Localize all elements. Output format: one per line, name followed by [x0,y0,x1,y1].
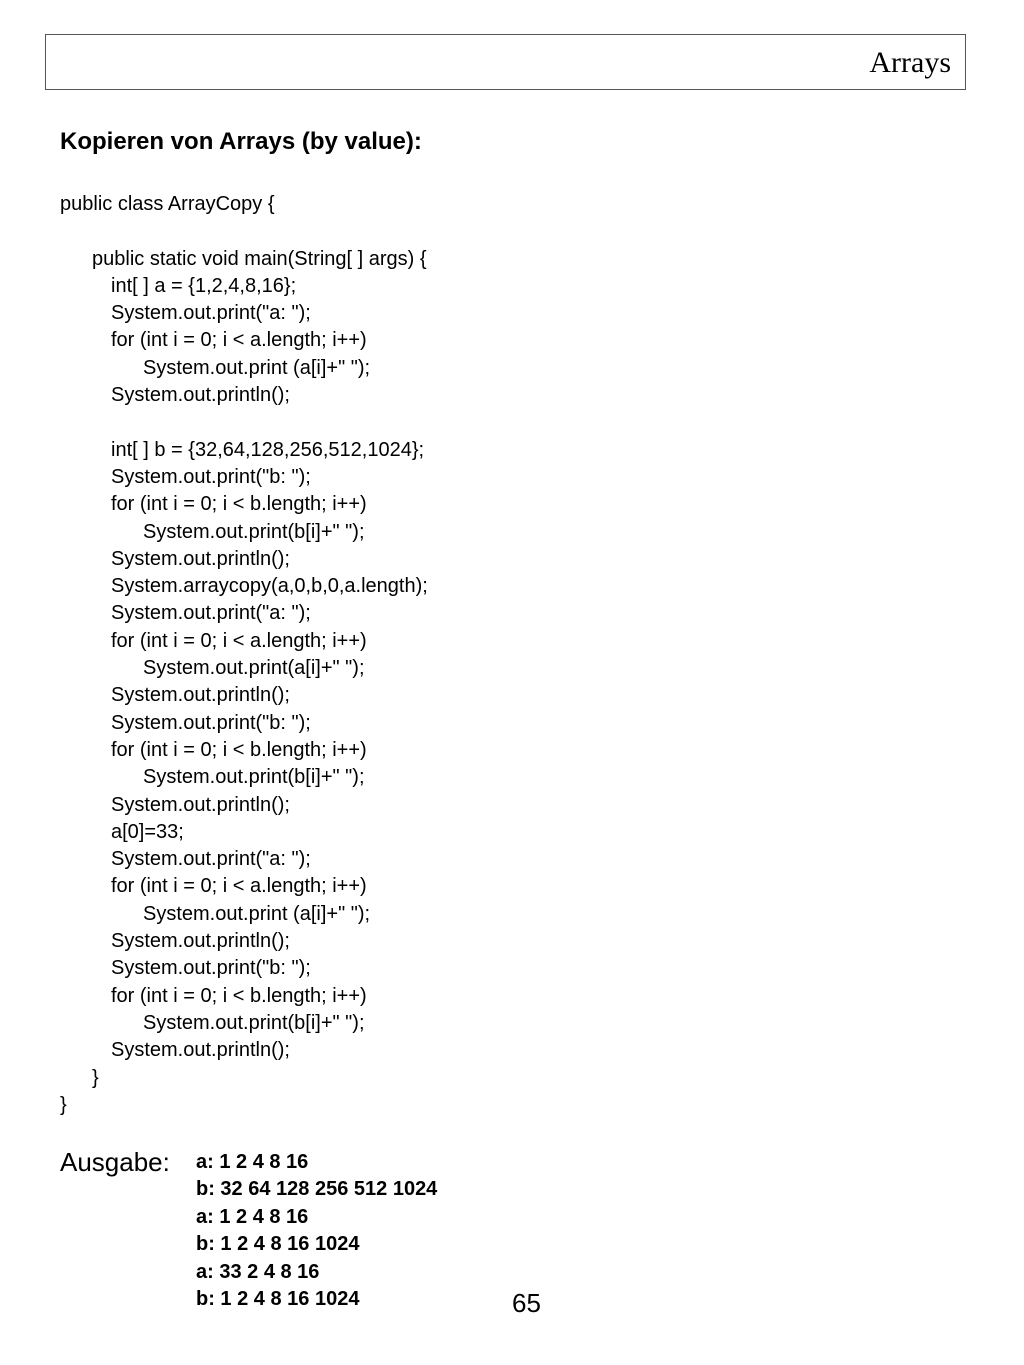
code-line: int[ ] a = {1,2,4,8,16}; [111,274,297,297]
header-box [45,34,966,90]
code-line: System.out.println(); [111,384,290,407]
code-line: System.out.print("b: "); [111,957,311,980]
code-line: for (int i = 0; i < b.length; i++) [111,493,367,516]
section-title: Kopieren von Arrays (by value): [60,128,422,155]
code-line: for (int i = 0; i < b.length; i++) [111,984,367,1007]
code-line: System.out.println(); [111,684,290,707]
code-line: int[ ] b = {32,64,128,256,512,1024}; [111,438,425,461]
code-line: public class ArrayCopy { [60,193,275,215]
page-number: 65 [512,1288,541,1318]
code-line: System.out.print("a: "); [111,848,311,871]
code-line: System.out.print("a: "); [111,302,311,325]
code-line: System.arraycopy(a,0,b,0,a.length); [111,575,428,598]
output-line: a: 33 2 4 8 16 [196,1260,320,1283]
output-line: a: 1 2 4 8 16 [196,1151,309,1173]
output-line: a: 1 2 4 8 16 [196,1205,309,1228]
code-block [60,191,428,1119]
code-line: System.out.println(); [111,793,290,816]
code-line: System.out.println(); [111,547,290,570]
code-line: for (int i = 0; i < a.length; i++) [111,875,367,898]
code-line: } [60,1093,67,1116]
code-line: public static void main(String[ ] args) { [92,247,427,270]
code-line: System.out.print("b: "); [111,711,311,734]
code-line: System.out.print(b[i]+" "); [143,1011,365,1034]
code-line: System.out.print("b: "); [111,465,311,488]
output-line: b: 32 64 128 256 512 1024 [196,1178,438,1201]
code-line: System.out.print("a: "); [111,602,311,625]
header-title: Arrays [869,46,951,79]
code-line: System.out.print (a[i]+" "); [143,356,371,379]
output-line: b: 1 2 4 8 16 1024 [196,1233,360,1256]
output-line: b: 1 2 4 8 16 1024 [196,1287,360,1310]
code-line [60,218,428,245]
code-line: System.out.println(); [111,1039,290,1062]
code-line: System.out.print(a[i]+" "); [143,657,365,680]
code-line: System.out.println(); [111,930,290,953]
output-label: Ausgabe: [60,1147,170,1177]
code-line: System.out.print(b[i]+" "); [143,520,365,543]
code-line: for (int i = 0; i < b.length; i++) [111,738,367,761]
code-line: } [92,1066,99,1089]
output-block [196,1149,437,1313]
code-line: System.out.print (a[i]+" "); [143,902,371,925]
code-line: System.out.print(b[i]+" "); [143,766,365,789]
code-line [60,409,428,436]
code-line: for (int i = 0; i < a.length; i++) [111,329,367,352]
code-line: a[0]=33; [111,820,184,843]
code-line: for (int i = 0; i < a.length; i++) [111,629,367,652]
